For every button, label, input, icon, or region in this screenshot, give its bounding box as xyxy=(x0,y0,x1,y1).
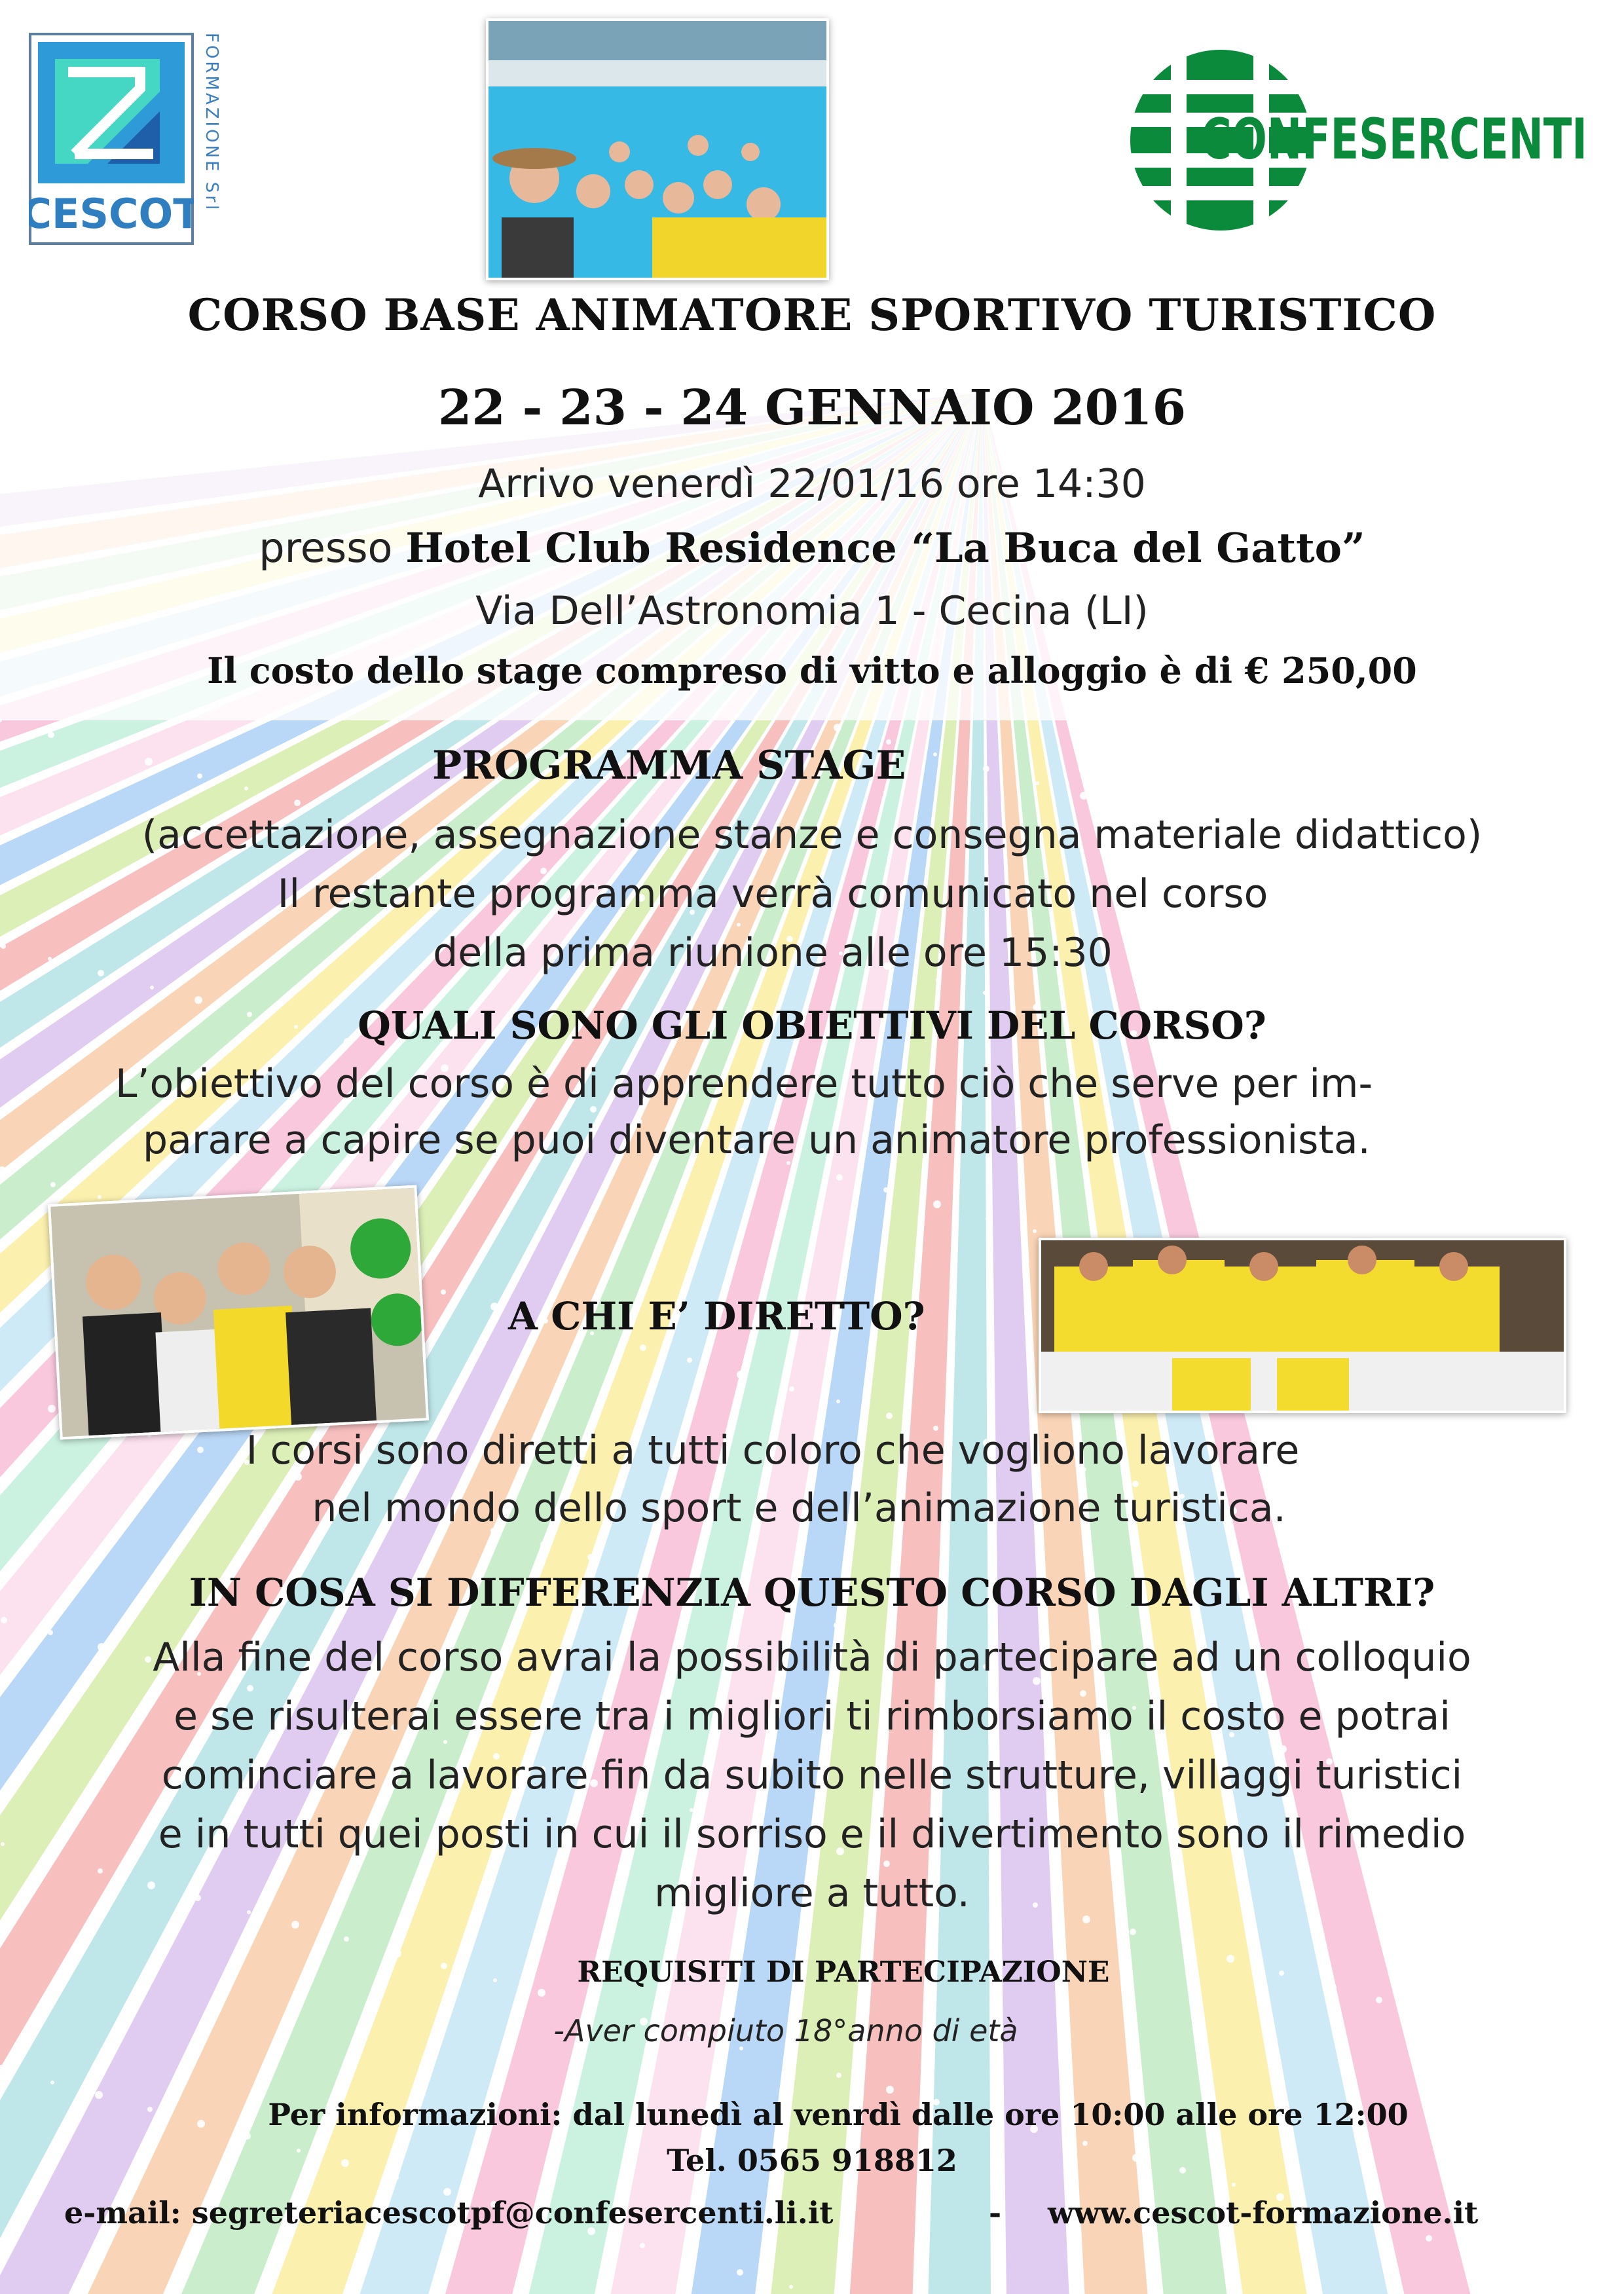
sparkle xyxy=(1035,781,1039,785)
sparkle xyxy=(789,1386,794,1392)
sparkle xyxy=(294,800,301,806)
venue-name: Hotel Club Residence “La Buca del Gatto” xyxy=(405,524,1365,572)
group-photo-right xyxy=(1039,1238,1566,1413)
programma-line-1: (accettazione, assegnazione stanze e consegna materiale didattico) xyxy=(141,812,1483,858)
obiettivi-line-2: parare a capire se puoi diventare un animatore professionista. xyxy=(143,1117,1371,1163)
sparkle xyxy=(1528,917,1532,921)
diretto-title: A CHI E’ DIRETTO? xyxy=(508,1294,925,1339)
footer-separator: - xyxy=(989,2195,1002,2230)
course-dates: 22 - 23 - 24 GENNAIO 2016 xyxy=(437,380,1187,436)
differenza-line-2: e se risulterai essere tra i migliori ti rimborsiamo il costo e potrai xyxy=(174,1693,1450,1739)
sparkle xyxy=(1575,2277,1580,2282)
sparkle xyxy=(50,1182,56,1187)
sparkle xyxy=(48,1405,56,1413)
info-hours: Per informazioni: dal lunedì al venrdì dalle ore 10:00 alle ore 12:00 xyxy=(268,2097,1409,2132)
sparkle xyxy=(1525,1140,1532,1147)
sparkle xyxy=(538,1989,545,1997)
differenza-line-4: e in tutti quei posti in cui il sorriso e il divertimento sono il rimedio xyxy=(158,1811,1466,1857)
diretto-line-1: I corsi sono diretti a tutti coloro che vogliono lavorare xyxy=(246,1428,1300,1473)
differenza-title: IN COSA SI DIFFERENZIA QUESTO CORSO DAGLI ALTRI? xyxy=(189,1570,1435,1615)
sparkle xyxy=(247,1685,253,1692)
sparkle xyxy=(687,1358,692,1363)
sparkle xyxy=(291,1921,299,1929)
sparkle xyxy=(1428,1114,1433,1119)
differenza-line-1: Alla fine del corso avrai la possibilità di partecipare ad un colloquio xyxy=(153,1635,1471,1680)
diretto-line-2: nel mondo dello sport e dell’animazione turistica. xyxy=(312,1485,1286,1531)
sparkle xyxy=(1326,860,1334,868)
sparkle xyxy=(1182,1944,1186,1948)
venue-address: Via Dell’Astronomia 1 - Cecina (LI) xyxy=(475,588,1149,634)
confesercenti-wordmark: CONFESERCENTI xyxy=(1201,107,1587,172)
sparkle xyxy=(886,1413,893,1419)
sparkle xyxy=(0,2065,5,2071)
sparkle xyxy=(834,1622,840,1629)
confesercenti-logo xyxy=(1125,47,1593,233)
sparkle xyxy=(640,2243,645,2248)
sparkle xyxy=(197,773,202,779)
website-link[interactable]: www.cescot-formazione.it xyxy=(1048,2195,1479,2230)
phone-number: Tel. 0565 918812 xyxy=(667,2143,957,2178)
sparkle xyxy=(1,1617,7,1623)
sparkle xyxy=(836,2073,841,2078)
sparkle xyxy=(936,978,941,983)
sparkle xyxy=(587,1554,594,1561)
sparkle xyxy=(490,1303,498,1310)
sparkle xyxy=(590,2005,595,2010)
sparkle xyxy=(48,731,54,738)
sparkle xyxy=(933,752,937,756)
differenza-line-3: cominciare a lavorare fin da subito nelle strutture, villaggi turistici xyxy=(161,1752,1463,1798)
sparkle xyxy=(737,2269,743,2276)
programma-line-3: della prima riunione alle ore 15:30 xyxy=(433,930,1113,976)
sparkle xyxy=(737,923,741,927)
sparkle xyxy=(784,2057,792,2065)
sparkle xyxy=(1575,1378,1581,1385)
sparkle xyxy=(244,786,248,790)
sparkle xyxy=(244,2133,251,2139)
sparkle xyxy=(1378,1549,1385,1555)
requisiti-item: -Aver compiuto 18°anno di età xyxy=(553,2013,1018,2048)
sparkle xyxy=(1426,2235,1432,2242)
programma-title: PROGRAMMA STAGE xyxy=(432,743,906,788)
sparkle xyxy=(98,1195,101,1199)
sparkle xyxy=(1426,1562,1431,1567)
obiettivi-title: QUALI SONO GLI OBIETTIVI DEL CORSO? xyxy=(358,1003,1266,1048)
sparkle xyxy=(1329,1536,1333,1540)
programma-line-2: Il restante programma verrà comunicato nel corso xyxy=(277,871,1268,917)
sparkle xyxy=(1376,1098,1384,1106)
sparkle xyxy=(834,724,841,731)
requisiti-title: REQUISITI DI PARTECIPAZIONE xyxy=(577,1955,1110,1989)
sparkle xyxy=(933,1200,941,1208)
sparkle xyxy=(100,747,104,751)
sparkle xyxy=(344,1936,349,1942)
sparkle xyxy=(640,1344,646,1351)
course-title: CORSO BASE ANIMATORE SPORTIVO TURISTICO xyxy=(187,289,1437,341)
sparkle xyxy=(986,1216,991,1221)
sparkle xyxy=(145,758,153,766)
cescot-logo xyxy=(29,33,194,245)
sparkle xyxy=(983,766,989,772)
arrival-info: Arrivo venerdì 22/01/16 ore 14:30 xyxy=(478,461,1146,507)
venue-prefix: presso xyxy=(259,524,393,572)
obiettivi-line-1: L’obiettivo del corso è di apprendere tutto ciò che serve per im- xyxy=(115,1061,1373,1107)
group-photo-left xyxy=(48,1185,429,1439)
sparkle xyxy=(540,1541,548,1549)
sparkle xyxy=(789,2285,793,2289)
sparkle xyxy=(1130,1929,1136,1935)
sparkle xyxy=(294,1473,302,1481)
sparkle xyxy=(1080,792,1088,800)
cescot-logo-subtitle: FORMAZIONE Srl xyxy=(202,33,221,213)
sparkle xyxy=(1232,2183,1236,2187)
sparkle xyxy=(150,986,154,990)
cost-info: Il costo dello stage compreso di vitto e alloggio è di € 250,00 xyxy=(207,650,1417,692)
sparkle xyxy=(1575,2052,1583,2060)
pool-party-photo xyxy=(486,18,829,280)
sparkle xyxy=(983,991,987,995)
sparkle xyxy=(836,1399,840,1403)
sparkle xyxy=(1522,2261,1530,2269)
sparkle xyxy=(443,1740,447,1744)
sparkle xyxy=(737,1371,745,1378)
cescot-logo-wordmark: CESCOT xyxy=(29,190,194,238)
sparkle xyxy=(0,1392,3,1397)
sparkle xyxy=(1572,1153,1578,1158)
sparkle xyxy=(1475,1127,1479,1131)
sparkle xyxy=(1033,1229,1037,1233)
sparkle xyxy=(50,2081,54,2084)
email-link[interactable]: e-mail: segreteriacescotpf@confesercenti.li.it xyxy=(64,2195,834,2230)
sparkle xyxy=(836,1174,843,1181)
sparkle xyxy=(441,1289,446,1295)
sparkle xyxy=(886,2086,894,2094)
sparkle xyxy=(883,1187,889,1193)
sparkle xyxy=(1475,1800,1481,1805)
venue-line xyxy=(0,524,1624,572)
sparkle xyxy=(590,1106,597,1113)
sparkle xyxy=(1478,2251,1482,2255)
sparkle xyxy=(1376,1997,1382,2003)
sparkle xyxy=(1082,1915,1090,1923)
differenza-line-5: migliore a tutto. xyxy=(654,1870,970,1916)
sparkle xyxy=(883,1860,890,1867)
